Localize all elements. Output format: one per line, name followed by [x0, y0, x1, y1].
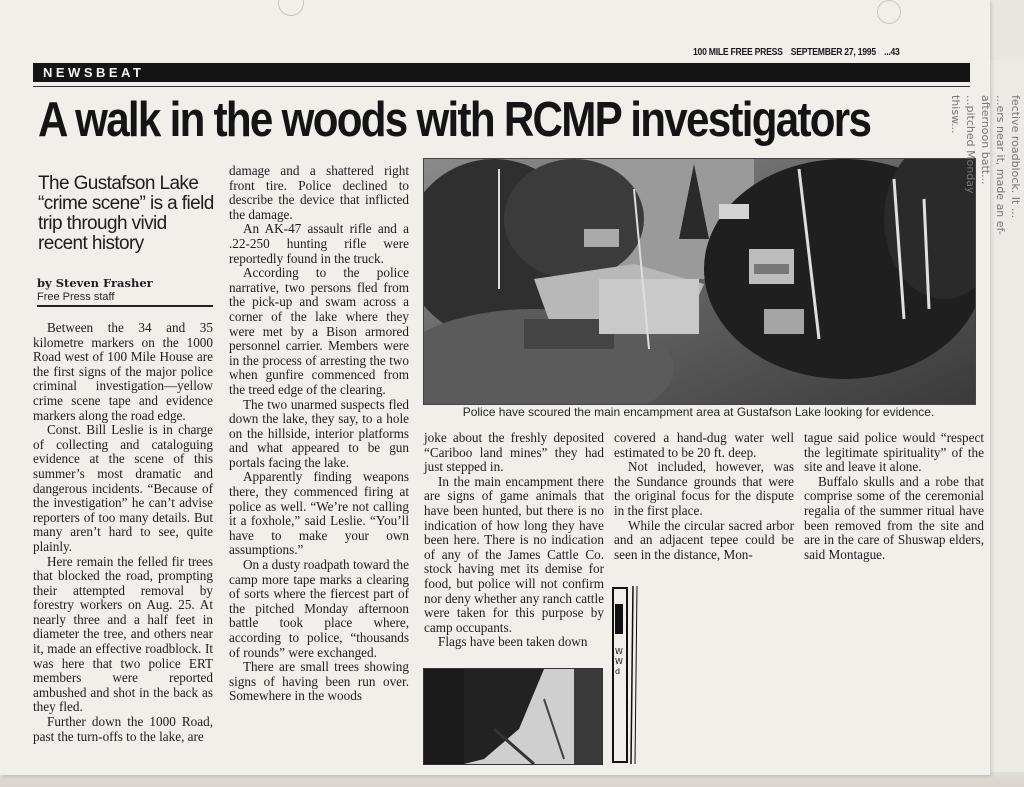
section-bar	[33, 63, 970, 82]
paragraph: joke about the freshly deposited “Cariboo land mines” they had just stepped in.	[424, 430, 604, 475]
bleed-line: ...ers near it, made an ef-	[994, 95, 1007, 235]
paragraph: Buffalo skulls and a robe that comprise some of the ceremonial regalia of the summer ritual have been removed from the site and are in the care of Shuswap elders, said Montague.	[804, 473, 984, 562]
paragraph: Here remain the felled fir trees that blocked the road, prompting their attempted removal by forestry workers on Aug. 25. At nearly three and a half feet in diameter the tree, and others near it, made an effective roadblock. It was here that two police ERT members were reported ambushed and shot in the back as they fled.	[33, 553, 213, 715]
paragraph: damage and a shattered right front tire. Police declined to describe the device that inflicted the damage.	[229, 163, 409, 222]
divider	[37, 305, 213, 307]
advertisement-fragment	[611, 586, 639, 764]
photo-secondary	[423, 668, 603, 765]
bleed-line: ...pitched Monday	[964, 95, 977, 194]
article-column-3	[424, 431, 604, 650]
article-column-4	[614, 431, 794, 562]
paragraph: tague said police would “respect the legitimate spirituality” of the site and leave it alone.	[804, 430, 984, 475]
byline: by Steven Frasher	[37, 276, 153, 290]
paragraph: Apparently finding weapons there, they commenced firing at police as well. “We’re not calling it a foxhole,” said Leslie. “You’ll have to make your own assumptions.”	[229, 469, 409, 558]
svg-text:W: W	[615, 657, 623, 666]
paragraph: Further down the 1000 Road, past the turn-offs to the lake, are	[33, 714, 213, 744]
article-column-2	[229, 164, 409, 704]
article-column-1	[33, 321, 213, 744]
svg-text:W: W	[615, 647, 623, 656]
ad-border-graphic	[611, 586, 639, 764]
bleed-through-text	[949, 95, 1023, 575]
paragraph: Not included, however, was the Sundance grounds that were the original focus for the dispute in the first place.	[614, 459, 794, 518]
masthead-folio	[693, 46, 914, 58]
paragraph: covered a hand-dug water well estimated to be 20 ft. deep.	[614, 430, 794, 460]
encampment-photo-image	[424, 159, 975, 404]
svg-text:d: d	[615, 667, 621, 676]
publication-name: 100 MILE FREE PRESS	[693, 46, 783, 58]
page-number: ...43	[884, 46, 900, 58]
deck-subheadline: The Gustafson Lake “crime scene” is a field trip through vivid recent history	[38, 173, 214, 254]
paragraph: Flags have been taken down	[438, 634, 588, 650]
paragraph: In the main encampment there are signs of game animals that have been hunted, but there is no indication of how long they have been here. There is no indication of any of the James Cattle Co. stock having met its demise for food, but police will not confirm nor deny whether any ranch cattle were taken for this purpose by camp occupants.	[424, 473, 604, 635]
secondary-photo-image	[424, 669, 602, 764]
divider	[33, 86, 970, 87]
paragraph: On a dusty roadpath toward the camp more tape marks a clearing of sorts where the fiercest part of the pitched Monday afternoon battle took place where, according to police, “thousands of rounds” were exchanged.	[229, 557, 409, 660]
issue-date: SEPTEMBER 27, 1995	[790, 46, 876, 58]
photo-caption: Police have scoured the main encampment area at Gustafson Lake looking for evidence.	[462, 405, 935, 419]
punch-hole	[278, 0, 304, 16]
headline: A walk in the woods with RCMP investigators	[38, 93, 871, 147]
paragraph: There are small trees showing signs of having been run over. Somewhere in the woods	[229, 659, 409, 704]
photo-encampment	[423, 158, 976, 405]
bleed-line: thisw...	[949, 95, 962, 134]
bleed-line: afternoon batt...	[979, 95, 992, 185]
paragraph: According to the police narrative, two persons fled from the pick-up and swam across a corner of the lake where they were met by a Bison armored personnel carrier. Members were in the process of arresting the two when gunfire commenced from the treed edge of the clearing.	[229, 265, 409, 397]
section-label: NEWSBEAT	[43, 65, 145, 80]
bleed-line: fective roadblock. It ...	[1009, 95, 1022, 219]
paragraph: Const. Bill Leslie is in charge of collecting and cataloguing evidence at the scene of this summer’s most dramatic and dangerous incidents. “Because of the investigation” he can’t advise reporters of too many details. But many aren’t hard to see, quite plainly.	[33, 422, 213, 554]
paragraph: The two unarmed suspects fled down the lake, they say, to a hole on the hillside, interior platforms and what appeared to be gun portals facing the lake.	[229, 396, 409, 470]
paragraph: An AK-47 assault rifle and a .22-250 hunting rifle were reportedly found in the truck.	[229, 221, 409, 266]
byline-role: Free Press staff	[37, 291, 115, 303]
paragraph: While the circular sacred arbor and an adjacent tepee could be seen in the distance, Mon-	[614, 517, 794, 562]
punch-hole	[877, 0, 901, 24]
paragraph: Between the 34 and 35 kilometre markers on the 1000 Road west of 100 Mile House are the first signs of the major police criminal investigation—yellow crime scene tape and evidence markers along the road edge.	[33, 320, 213, 423]
